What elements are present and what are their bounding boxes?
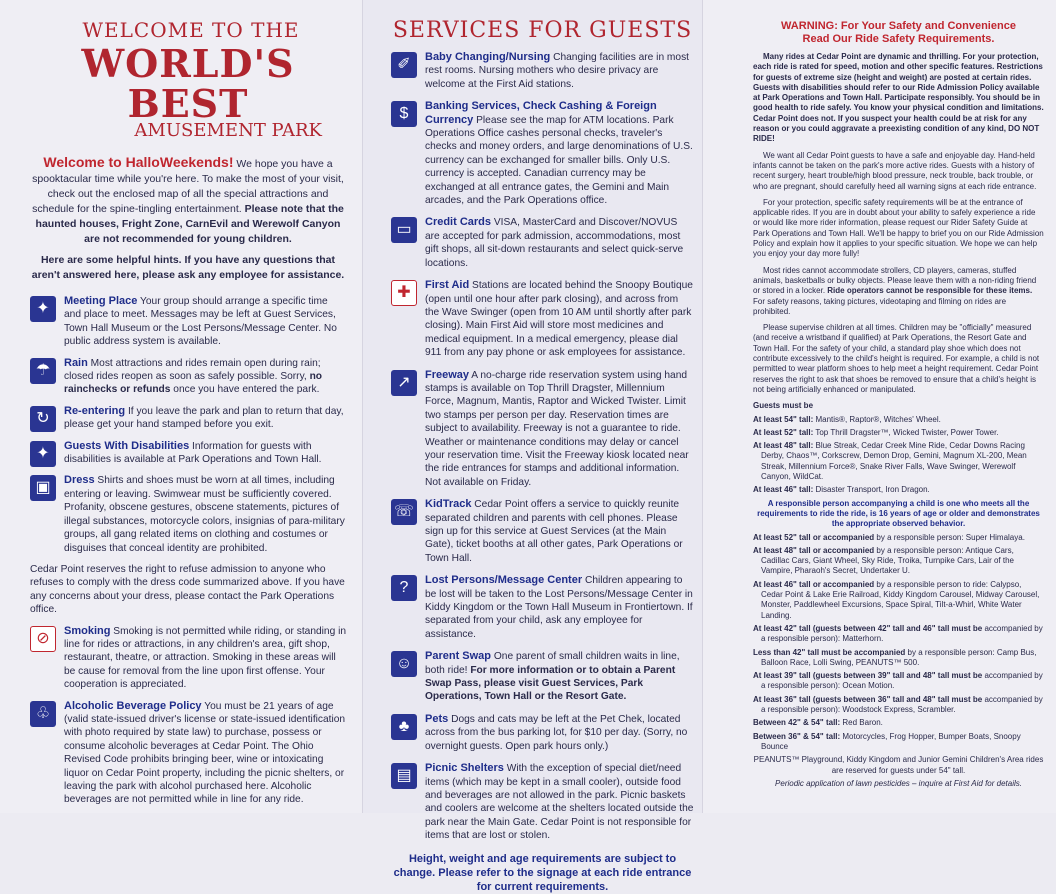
guest-info-shirt (30, 474, 346, 554)
service-banking (391, 100, 694, 207)
rule-requirement: Between 36" & 54" tall: (753, 731, 841, 741)
item-text: One parent of small children waits in line, both ride! (425, 651, 680, 676)
warning-subtitle: Read Our Ride Safety Requirements. (802, 33, 995, 45)
item-text: Your group should arrange a specific time and place to meet. Messages may be left at Guest Services, Town Hall Museum or the Lost Persons/Message Center. No public address system is available. (64, 296, 337, 348)
title-worlds-best: WORLD'S BEST (81, 41, 295, 126)
safety-paragraph-4 (753, 266, 1044, 317)
item-heading: Dress (64, 474, 95, 487)
warning-label: WARNING: (781, 20, 838, 32)
p4-tail: For safety reasons, taking pictures, videotaping and filming on rides are prohibited. (753, 296, 1007, 316)
intro-paragraph (30, 155, 346, 247)
beverage-icon: ♧ (30, 701, 56, 727)
safety-paragraph-5: Please supervise children at all times. Children may be "officially" measured (and receive a wristband if qualified) at Park Operations, the Resort Gate and Town Hall. For the safety of your child, a standard play shoe which does not contribute excessively to the child's height is required. For example, a child is not permitted to wear platform shoes to help meet a height requirement. Cedar Point reserves the right to ask that shoes be removed to ensure that a child's height is not being artificially enhanced or manipulated. (753, 323, 1040, 394)
ride-rule (753, 428, 1044, 438)
intro-text: We hope you have a spooktacular time while you're here. To make the most of your visit, check out the enclosed map of all the special attractions and schedule for the spine-tingling entertainment. (32, 158, 344, 215)
rule-requirement: At least 46" tall or accompanied (753, 579, 875, 589)
ride-rule (753, 546, 1044, 577)
kidtrack-icon: ☏ (391, 499, 417, 525)
baby-pin-icon: ✐ (391, 52, 417, 78)
rule-rides: Motorcycles, Frog Hopper, Bumper Boats, Snoopy Bounce (761, 731, 1021, 751)
item-text: VISA, MasterCard and Discover/NOVUS are accepted for park admission, accommodations, most gift shops, all sit-down restaurants and select quick-serve locations. (425, 217, 684, 269)
item-text: Children appearing to be lost will be taken to the Lost Persons/Message Center in Kiddy Kingdom or the Town Hall Museum in Frontiertown. If separated from your child, ask any employee for assistance. (425, 575, 693, 640)
ride-rule (753, 624, 1044, 645)
service-question (391, 574, 694, 641)
item-text: Changing facilities are in most rest rooms. Nursing mothers who desire privacy are welcome at the First Aid stations. (425, 52, 690, 90)
service-first-aid (391, 279, 694, 359)
ride-rule (753, 415, 1044, 425)
requirements-footer: Height, weight and age requirements are subject to change. Please refer to the signage at each ride entrance for current requirements. (393, 852, 692, 893)
pesticides-note: Periodic application of lawn pesticides – inquire at First Aid for details. (775, 778, 1022, 788)
safety-paragraph-2: We want all Cedar Point guests to have a safe and enjoyable day. Hand-held infants cannot be taken on the park's more active rides. Guests with a history of recent surgery, heart trouble/high blood pressure, neck trouble, back trouble, or who are pregnant, should carefully heed all warning signs at each ride entrance. (753, 150, 1037, 191)
hints-paragraph (30, 253, 346, 283)
ride-rule (753, 580, 1044, 621)
item-text: A no-charge ride reservation system using hand stamps is available on Top Thrill Dragster, Millennium Force, Magnum, Mantis, Raptor and Wicked Twister. Limit two stamps per person per day. Reservation times are subject to availability. Freeway is not a guarantee to ride. Weather or maintenance conditions may delay or cancel your reservation time. Visit the Freeway kiosk located near the ride entrances for stamps and additional information. Not available on Friday. (425, 369, 689, 488)
item-text: Most attractions and rides remain open during rain; closed rides reopen as soon as safely possible. Sorry, (64, 357, 321, 383)
rule-rides: by a responsible person: Camp Bus, Balloon Race, Lolli Swing, PEANUTS™ 500. (761, 647, 1037, 667)
rule-requirement: At least 42" tall (guests between 42" tall and 46" tall must be (753, 623, 983, 633)
services-title: SERVICES FOR GUESTS (392, 18, 693, 43)
guest-info-umbrella (30, 357, 346, 397)
item-heading: KidTrack (425, 498, 472, 511)
item-text: Dogs and cats may be left at the Pet Chek, located across from the bus parking lot, for $10 per day. (Sorry, no overnight guests. Open park hours only.) (425, 713, 688, 752)
height-rules-list (753, 415, 1044, 496)
picnic-icon: ▤ (391, 763, 417, 789)
item-text: Cedar Point offers a service to quickly reunite separated children and parents with cell phones. Please sign up for this service at Guest Services (at the Main Gate), ticket booths at all other gates, Park Operations or Town Hall. (425, 499, 683, 564)
no-smoking-icon: ⊘ (30, 626, 56, 652)
service-parent-swap (391, 650, 694, 704)
rule-rides: Mantis®, Raptor®, Witches' Wheel. (813, 414, 941, 424)
item-text: Smoking is not permitted while riding, or standing in line for rides or attractions, in any children's area, gift shop, restaurant, theatre, or attraction. Smoking in these areas will be cause for removal from the line upon first offense. Your cooperation is appreciated. (64, 625, 347, 691)
item-heading: First Aid (425, 279, 470, 292)
rule-rides: accompanied by a responsible person): Ocean Motion. (761, 671, 1043, 691)
item-text: Shirts and shoes must be worn at all times, including entering or leaving. Swimwear must be sufficiently covered. Profanity, obscene gestures, obscene statements, pictures of illegal substances, motorcycle colors, insignias of para-military groups, all gang related items on clothing and costumes or disguises that conceal identity are prohibited. (64, 475, 345, 554)
item-heading: Alcoholic Beverage Policy (64, 699, 202, 712)
service-freeway (391, 369, 694, 490)
services-list (391, 51, 694, 843)
peanuts-note: PEANUTS™ Playground, Kiddy Kingdom and Junior Gemini Children's Area rides are reserved for guests under 54" tall. (753, 755, 1044, 775)
hints-text: Here are some helpful hints. If you have any questions that aren't answered here, please ask any employee for assistance. (31, 254, 345, 281)
item-heading: Baby Changing/Nursing (425, 51, 551, 63)
rule-requirement: At least 48" tall: (753, 441, 814, 451)
item-text: Information for guests with disabilities is available at Park Operations and Town Hall. (64, 440, 322, 466)
item-heading: Re-entering (64, 404, 126, 417)
ride-rule (753, 695, 1044, 716)
item-bold-text: no rainchecks or refunds (64, 371, 323, 396)
accompanied-rules-list (753, 533, 1044, 753)
service-baby-pin (391, 51, 694, 91)
guest-info-accessibility (30, 440, 346, 467)
guests-must-be-label: Guests must be (753, 401, 814, 411)
item-heading: Banking Services, Check Cashing & Foreign Currency (425, 100, 657, 126)
title-amusement-park: AMUSEMENT PARK (134, 120, 322, 141)
rule-rides: Top Thrill Dragster™, Wicked Twister, Power Tower. (813, 427, 999, 437)
accessibility-icon: ✦ (30, 441, 56, 467)
ride-rule (753, 718, 1044, 728)
guest-info-list (30, 295, 346, 555)
guests-must-be (753, 401, 1044, 411)
rule-rides: by a responsible person: Super Himalaya. (874, 532, 1025, 542)
service-credit-card (391, 216, 694, 270)
ride-rule (753, 533, 1044, 543)
warning-title: For Your Safety and Convenience (837, 20, 1016, 32)
first-aid-icon: ✚ (391, 280, 417, 306)
halloweekends-heading: Welcome to HalloWeekends! (43, 154, 234, 170)
guest-info-re-entry (30, 405, 346, 432)
banking-icon: $ (391, 101, 417, 127)
service-pet (391, 713, 694, 753)
guest-info-meeting (30, 295, 346, 349)
item-heading: Guests With Disabilities (64, 439, 190, 452)
item-heading: Meeting Place (64, 295, 138, 307)
safety-paragraph-1: Many rides at Cedar Point are dynamic and thrilling. For your protection, each ride is rated for speed, motion and other specific features. Restrictions for guests of extreme size (height and weight) are posted at certain rides. Guests with disabilities should refer to our Ride Admission Policy available at Park Operations and Town Hall. Participate responsibly. You should be in good health to ride safely. You know your physical condition and limitations. Cedar Point does not. If you suspect your health could be at risk for any reason or you could aggravate a preexisting condition of any kind, DO NOT RIDE! (753, 52, 1044, 144)
item-text: With the exception of special diet/need items (which may be kept in a small cooler), outside food and beverages are not allowed in the park. Picnic baskets and coolers are welcome at the shelters located outside the park near the Main Gate. Cedar Point is not responsible for items that are lost or stolen. (425, 763, 694, 842)
item-heading: Rain (64, 356, 88, 369)
guest-info-list-2 (30, 625, 346, 807)
intro-note: Please note that the haunted houses, Fright Zone, CarnEvil and Werewolf Canyon are not recommended for young children. (35, 203, 344, 245)
ride-rule (753, 485, 1044, 495)
service-picnic (391, 762, 694, 842)
rule-rides: Red Baron. (840, 718, 883, 728)
item-heading: Parent Swap (425, 650, 492, 663)
rule-rides: by a responsible person: Antique Cars, Cadillac Cars, Giant Wheel, Sky Ride, Troika, Turnpike Cars, Lair of the Vampire, Pharaoh's Secret, Undertaker U. (761, 545, 1014, 576)
ride-rule (753, 671, 1044, 692)
safety-paragraph-3: For your protection, specific safety requirements will be at the entrance of applicable rides. If you are in doubt about your ability to safely experience a ride or would like more rider information, please request our Rider Safety Guide at Park Operations and Town Hall. We'll be happy to brief you on our Ride Admission Policy and explain how it applies to your specific situation. We hope we can help you enjoy your day more fully! (753, 197, 1044, 259)
rule-rides: accompanied by a responsible person): Matterhorn. (761, 623, 1043, 644)
item-text: Stations are located behind the Snoopy Boutique (open until one hour after park closing), and across from the Wave Swinger (open from 10 AM until shortly after park closing). Main First Aid will store most medicines and medical equipment. In a medical emergency, please dial 911 from any pay phone or ask employees for assistance. (425, 280, 693, 359)
rule-rides: by a responsible person to ride: Calypso, Cedar Point & Lake Erie Railroad, Kiddy Kingdom Carousel, Midway Carousel, Monster, Paddlewheel Excursions, Space Spiral, Tilt-a-Whirl, White Water Landing. (761, 579, 1040, 620)
ride-rule (753, 732, 1044, 753)
item-bold-text: For more information or to obtain a Parent Swap Pass, please visit Guest Services, Park Operations, Town Hall or the Resort Gate. (425, 664, 676, 703)
credit-card-icon: ▭ (391, 217, 417, 243)
meeting-icon: ✦ (30, 296, 56, 322)
item-heading: Pets (425, 712, 449, 725)
rule-requirement: At least 54" tall: (753, 414, 814, 424)
p4-text: Most rides cannot accommodate strollers, CD players, cameras, stuffed animals, basketballs or bulky objects. Please leave them with a non-riding friend or stored in a locker. (753, 265, 1037, 296)
item-heading: Smoking (64, 624, 111, 637)
rule-rides: Disaster Transport, Iron Dragon. (813, 485, 930, 495)
umbrella-icon: ☂ (30, 358, 56, 384)
ride-rule (753, 648, 1044, 669)
rule-requirement: At least 36" tall (guests between 36" tall and 48" tall must be (753, 694, 983, 704)
rule-rides: accompanied by a responsible person): Woodstock Express, Scrambler. (761, 694, 1043, 715)
dress-code-note: Cedar Point reserves the right to refuse admission to anyone who refuses to comply with the dress code summarized above. If you have any concerns about your dress, please contact the Park Operations office. (30, 563, 345, 616)
title-welcome: WELCOME TO THE (82, 18, 300, 42)
pet-icon: ♣ (391, 714, 417, 740)
item-heading: Picnic Shelters (425, 762, 504, 775)
item-heading: Credit Cards (425, 216, 492, 229)
rule-requirement: At least 46" tall: (753, 485, 814, 495)
shirt-icon: ▣ (30, 475, 56, 501)
question-icon: ? (391, 575, 417, 601)
re-entry-icon: ↻ (30, 406, 56, 432)
column-safety (702, 0, 1056, 813)
ride-rule (753, 441, 1044, 482)
rule-rides: Blue Streak, Cedar Creek Mine Ride, Cedar Downs Racing Derby, Chaos™, Corkscrew, Demon Drop, Gemini, Magnum XL-200, Mean Streak, Millennium Force®, Snake River Falls, Wave Swinger, Werewolf Canyon, WildCat. (761, 441, 1027, 481)
p4-bold: Ride operators cannot be responsible for these items. (827, 286, 1033, 296)
rule-requirement: At least 39" tall (guests between 39" tall and 48" tall must be (753, 671, 983, 681)
freeway-icon: ↗ (391, 370, 417, 396)
column-welcome (0, 0, 362, 813)
rule-requirement: Between 42" & 54" tall: (753, 718, 841, 728)
service-kidtrack (391, 498, 694, 565)
item-text: Please see the map for ATM locations. Park Operations Office cashes personal checks, traveler's checks and money orders, and large denominations of U.S. currency can be exchanged for smaller bills. Only U.S. currency is accepted. Canadian currency may be exchanged at all entrance gates, the Gemini and Main arcades, and the Park Operations office. (425, 114, 693, 207)
item-tail-text: once you have entered the park. (170, 384, 320, 396)
rule-requirement: At least 52" tall: (753, 427, 814, 437)
rule-requirement: Less than 42" tall must be accompanied (753, 647, 906, 657)
warning-header (753, 20, 1044, 33)
item-text: You must be 21 years of age (valid state-issued driver's license or state-issued identification with photo required by state law) to purchase, possess or consume alcoholic beverages at Cedar Point. The Ohio Revised Code prohibits bringing beer, wine or intoxicating liquor on Cedar Point property, including the picnic shelters, or leaving the park with alcohol purchased here. Alcoholic beverages are not permitted while in line for any ride. (64, 700, 346, 806)
item-heading: Lost Persons/Message Center (425, 574, 583, 587)
item-text: If you leave the park and plan to return that day, please get your hand stamped before you exit. (64, 405, 344, 431)
item-heading: Freeway (425, 368, 470, 381)
rule-requirement: At least 52" tall or accompanied (753, 532, 875, 542)
rule-requirement: At least 48" tall or accompanied (753, 545, 875, 555)
guest-info-beverage (30, 700, 346, 807)
guest-info-no-smoking (30, 625, 346, 692)
responsible-person-note: A responsible person accompanying a child is one who meets all the requirements to ride the ride, is 16 years of age or older and demonstrates the appropriate observed behavior. (757, 498, 1040, 528)
parent-swap-icon: ☺ (391, 651, 417, 677)
column-services (362, 0, 702, 893)
